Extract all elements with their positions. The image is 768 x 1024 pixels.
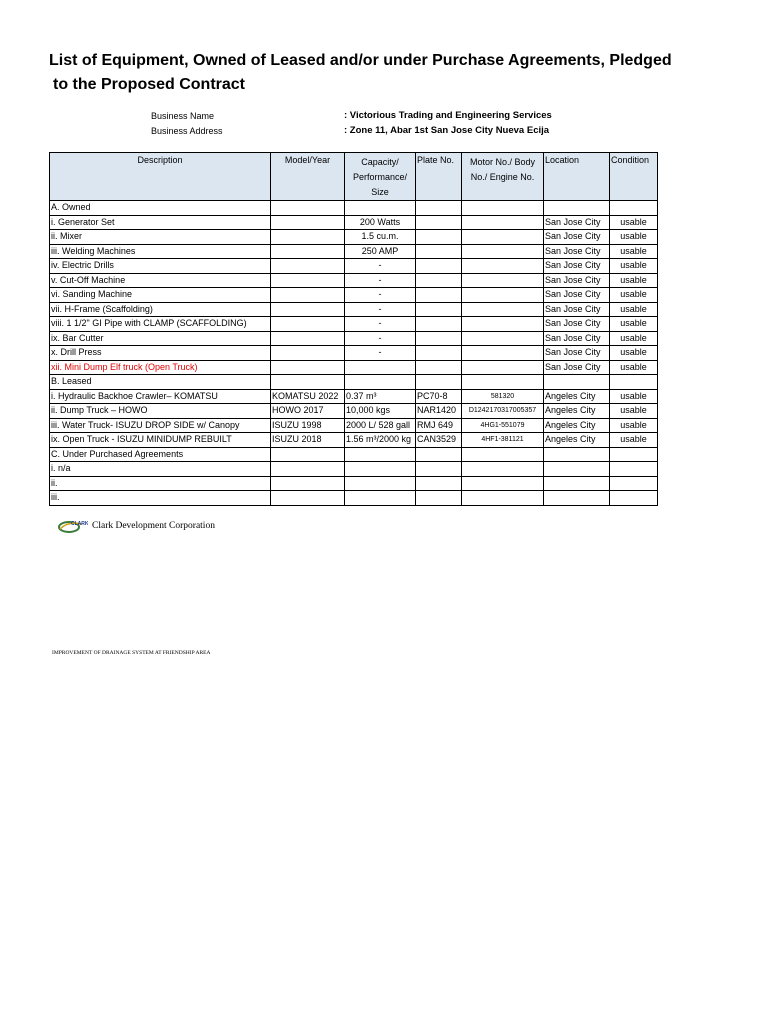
- row-description: A. Owned: [50, 201, 271, 216]
- row-model-year: [271, 476, 345, 491]
- table-row: [50, 288, 658, 303]
- row-description: i. Generator Set: [50, 215, 271, 230]
- header-location: Location: [544, 153, 610, 201]
- table-row: [50, 201, 658, 216]
- row-description: iii.: [50, 491, 271, 506]
- row-location: [544, 462, 610, 477]
- row-condition: [610, 447, 658, 462]
- row-description: C. Under Purchased Agreements: [50, 447, 271, 462]
- row-capacity: [345, 462, 416, 477]
- row-motor-no: 4HG1-551079: [462, 418, 544, 433]
- row-condition: usable: [610, 346, 658, 361]
- row-model-year: [271, 331, 345, 346]
- row-condition: [610, 375, 658, 390]
- row-motor-no: [462, 491, 544, 506]
- row-capacity: [345, 375, 416, 390]
- row-motor-no: D1242170317005357: [462, 404, 544, 419]
- row-capacity: -: [345, 273, 416, 288]
- row-condition: usable: [610, 389, 658, 404]
- table-row: [50, 331, 658, 346]
- table-row: [50, 418, 658, 433]
- business-address-value: : Zone 11, Abar 1st San Jose City Nueva Ecija: [344, 125, 550, 136]
- row-motor-no: [462, 244, 544, 259]
- row-motor-no: [462, 317, 544, 332]
- row-plate-no: [416, 288, 462, 303]
- row-condition: usable: [610, 433, 658, 448]
- row-model-year: [271, 447, 345, 462]
- row-condition: usable: [610, 215, 658, 230]
- row-condition: usable: [610, 244, 658, 259]
- row-motor-no: [462, 360, 544, 375]
- row-condition: usable: [610, 302, 658, 317]
- row-plate-no: [416, 375, 462, 390]
- row-condition: usable: [610, 230, 658, 245]
- row-description: ii. Mixer: [50, 230, 271, 245]
- row-description: v. Cut-Off Machine: [50, 273, 271, 288]
- table-row: [50, 244, 658, 259]
- row-model-year: [271, 273, 345, 288]
- header-model-year: Model/Year: [271, 153, 345, 201]
- row-plate-no: [416, 447, 462, 462]
- row-model-year: [271, 215, 345, 230]
- table-row: [50, 230, 658, 245]
- logo-company-name: Clark Development Corporation: [92, 521, 215, 531]
- logo-mark-text: CLARK: [71, 521, 88, 527]
- row-plate-no: [416, 317, 462, 332]
- footer-project-title: IMPROVEMENT OF DRAINAGE SYSTEM AT FRIENDSHIP AREA: [52, 650, 211, 656]
- row-condition: usable: [610, 360, 658, 375]
- table-row: [50, 433, 658, 448]
- row-description: ix. Bar Cutter: [50, 331, 271, 346]
- row-location: [544, 201, 610, 216]
- row-capacity: -: [345, 302, 416, 317]
- row-location: Angeles City: [544, 389, 610, 404]
- row-description: i. n/a: [50, 462, 271, 477]
- row-condition: usable: [610, 317, 658, 332]
- row-plate-no: [416, 244, 462, 259]
- row-plate-no: [416, 346, 462, 361]
- table-row: [50, 404, 658, 419]
- row-plate-no: [416, 273, 462, 288]
- row-capacity: -: [345, 317, 416, 332]
- row-location: San Jose City: [544, 273, 610, 288]
- row-model-year: HOWO 2017: [271, 404, 345, 419]
- row-location: [544, 375, 610, 390]
- table-row: [50, 389, 658, 404]
- row-condition: usable: [610, 273, 658, 288]
- table-row: [50, 375, 658, 390]
- row-model-year: [271, 201, 345, 216]
- row-description: B. Leased: [50, 375, 271, 390]
- table-row: [50, 302, 658, 317]
- row-capacity: 200 Watts: [345, 215, 416, 230]
- row-capacity: 1.56 m³/2000 kg: [345, 433, 416, 448]
- row-capacity: 1.5 cu.m.: [345, 230, 416, 245]
- business-name-label: Business Name: [151, 111, 215, 121]
- row-description: iii. Welding Machines: [50, 244, 271, 259]
- row-description: xii. Mini Dump Elf truck (Open Truck): [50, 360, 271, 375]
- row-location: San Jose City: [544, 288, 610, 303]
- row-condition: usable: [610, 288, 658, 303]
- row-location: San Jose City: [544, 317, 610, 332]
- row-plate-no: [416, 491, 462, 506]
- row-plate-no: RMJ 649: [416, 418, 462, 433]
- equipment-table: [49, 152, 658, 506]
- row-condition: usable: [610, 331, 658, 346]
- row-capacity: [345, 201, 416, 216]
- row-plate-no: PC70-8: [416, 389, 462, 404]
- row-description: ix. Open Truck - ISUZU MINIDUMP REBUILT: [50, 433, 271, 448]
- row-description: x. Drill Press: [50, 346, 271, 361]
- header-motor-no: Motor No./ Body No./ Engine No.: [462, 153, 544, 201]
- row-location: [544, 447, 610, 462]
- title-line-2: to the Proposed Contract: [53, 76, 246, 93]
- row-model-year: [271, 360, 345, 375]
- row-condition: usable: [610, 418, 658, 433]
- row-plate-no: [416, 476, 462, 491]
- row-location: San Jose City: [544, 230, 610, 245]
- row-motor-no: [462, 476, 544, 491]
- row-motor-no: [462, 259, 544, 274]
- row-condition: [610, 476, 658, 491]
- row-capacity: 0.37 m³: [345, 389, 416, 404]
- row-location: Angeles City: [544, 433, 610, 448]
- row-motor-no: [462, 215, 544, 230]
- row-model-year: [271, 244, 345, 259]
- header-condition: Condition: [610, 153, 658, 201]
- table-row: [50, 273, 658, 288]
- row-model-year: [271, 462, 345, 477]
- table-row: [50, 462, 658, 477]
- row-motor-no: [462, 273, 544, 288]
- row-location: San Jose City: [544, 244, 610, 259]
- table-row: [50, 476, 658, 491]
- row-model-year: [271, 230, 345, 245]
- business-address-label: Business Address: [151, 126, 223, 136]
- row-capacity: -: [345, 346, 416, 361]
- row-capacity: -: [345, 331, 416, 346]
- table-row: [50, 491, 658, 506]
- row-condition: usable: [610, 404, 658, 419]
- row-plate-no: [416, 302, 462, 317]
- row-condition: [610, 462, 658, 477]
- row-model-year: [271, 491, 345, 506]
- row-motor-no: [462, 288, 544, 303]
- row-motor-no: [462, 346, 544, 361]
- row-description: viii. 1 1/2" GI Pipe with CLAMP (SCAFFOLDING): [50, 317, 271, 332]
- row-motor-no: [462, 201, 544, 216]
- row-plate-no: [416, 259, 462, 274]
- row-plate-no: [416, 230, 462, 245]
- row-model-year: [271, 375, 345, 390]
- row-capacity: [345, 476, 416, 491]
- row-description: iv. Electric Drills: [50, 259, 271, 274]
- row-plate-no: CAN3529: [416, 433, 462, 448]
- row-capacity: [345, 447, 416, 462]
- row-description: ii. Dump Truck – HOWO: [50, 404, 271, 419]
- row-location: San Jose City: [544, 215, 610, 230]
- row-condition: usable: [610, 259, 658, 274]
- row-location: San Jose City: [544, 331, 610, 346]
- row-motor-no: [462, 375, 544, 390]
- row-model-year: [271, 288, 345, 303]
- row-description: ii.: [50, 476, 271, 491]
- row-model-year: ISUZU 1998: [271, 418, 345, 433]
- row-plate-no: [416, 462, 462, 477]
- business-name-value: : Victorious Trading and Engineering Services: [344, 110, 552, 121]
- row-description: vi. Sanding Machine: [50, 288, 271, 303]
- row-capacity: 10,000 kgs: [345, 404, 416, 419]
- header-description: Description: [50, 153, 271, 201]
- row-model-year: [271, 259, 345, 274]
- row-condition: [610, 201, 658, 216]
- clark-emblem-icon: [58, 519, 88, 533]
- document-title: [49, 49, 672, 97]
- clark-logo: [58, 519, 215, 533]
- row-capacity: 250 AMP: [345, 244, 416, 259]
- row-model-year: ISUZU 2018: [271, 433, 345, 448]
- row-motor-no: 4HF1-381121: [462, 433, 544, 448]
- table-row: [50, 215, 658, 230]
- row-plate-no: [416, 331, 462, 346]
- row-condition: [610, 491, 658, 506]
- row-description: vii. H-Frame (Scaffolding): [50, 302, 271, 317]
- row-model-year: [271, 302, 345, 317]
- row-capacity: -: [345, 259, 416, 274]
- row-plate-no: [416, 201, 462, 216]
- row-motor-no: 581320: [462, 389, 544, 404]
- row-location: San Jose City: [544, 346, 610, 361]
- row-capacity: -: [345, 288, 416, 303]
- row-location: San Jose City: [544, 302, 610, 317]
- title-line-1: List of Equipment, Owned of Leased and/or under Purchase Agreements, Pledged: [49, 52, 672, 69]
- table-row: [50, 259, 658, 274]
- row-motor-no: [462, 462, 544, 477]
- row-plate-no: [416, 215, 462, 230]
- table-row: [50, 447, 658, 462]
- row-location: [544, 491, 610, 506]
- header-plate-no: Plate No.: [416, 153, 462, 201]
- row-location: San Jose City: [544, 259, 610, 274]
- table-row: [50, 346, 658, 361]
- row-plate-no: NAR1420: [416, 404, 462, 419]
- row-model-year: KOMATSU 2022: [271, 389, 345, 404]
- row-model-year: [271, 346, 345, 361]
- table-row: [50, 360, 658, 375]
- row-location: [544, 476, 610, 491]
- row-motor-no: [462, 331, 544, 346]
- row-capacity: 2000 L/ 528 gall: [345, 418, 416, 433]
- header-capacity: Capacity/ Performance/ Size: [345, 153, 416, 201]
- row-motor-no: [462, 447, 544, 462]
- row-model-year: [271, 317, 345, 332]
- row-description: iii. Water Truck- ISUZU DROP SIDE w/ Canopy: [50, 418, 271, 433]
- table-row: [50, 317, 658, 332]
- row-capacity: [345, 491, 416, 506]
- table-header-row: [50, 153, 658, 201]
- row-plate-no: [416, 360, 462, 375]
- row-location: Angeles City: [544, 418, 610, 433]
- row-location: San Jose City: [544, 360, 610, 375]
- row-capacity: [345, 360, 416, 375]
- row-description: i. Hydraulic Backhoe Crawler– KOMATSU: [50, 389, 271, 404]
- row-location: Angeles City: [544, 404, 610, 419]
- row-motor-no: [462, 302, 544, 317]
- row-motor-no: [462, 230, 544, 245]
